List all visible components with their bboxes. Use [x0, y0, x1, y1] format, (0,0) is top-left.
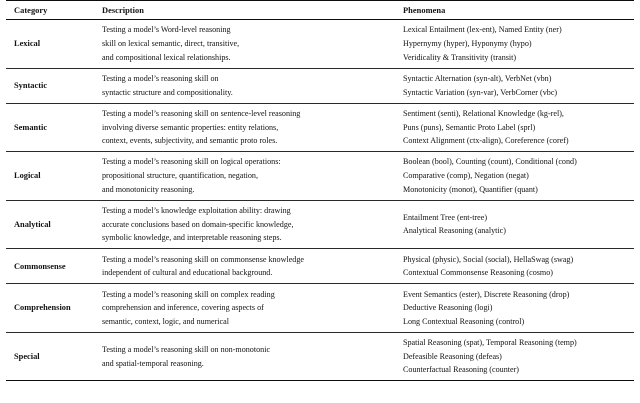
row-description	[98, 249, 398, 284]
row-phenomena-line: Defeasible Reasoning (defeas)	[403, 351, 502, 361]
row-description-line: propositional structure, quantification, negation,	[102, 171, 258, 181]
row-description-line: Testing a model’s reasoning skill on	[102, 73, 219, 83]
row-description-line: involving diverse semantic properties: entity relations,	[102, 122, 279, 132]
row-phenomena-line: Counterfactual Reasoning (counter)	[403, 365, 519, 375]
row-description-line: Testing a model’s Word-level reasoning	[102, 25, 231, 35]
table-row	[6, 152, 634, 201]
table-row	[6, 332, 634, 381]
row-description-line: symbolic knowledge, and interpretable reasoning steps.	[102, 233, 282, 243]
row-phenomena-line: Entailment Tree (ent-tree)	[403, 212, 488, 222]
table-body	[6, 20, 634, 381]
row-phenomena-line: Deductive Reasoning (logi)	[403, 303, 493, 313]
row-description	[98, 68, 398, 103]
table-row	[6, 200, 634, 249]
row-description	[98, 332, 398, 381]
row-phenomena-line: Hypernymy (hyper), Hyponymy (hypo)	[403, 38, 532, 48]
row-description	[98, 103, 398, 152]
row-description-line: Testing a model’s reasoning skill on commonsense knowledge	[102, 254, 304, 264]
row-phenomena-line: Comparative (comp), Negation (negat)	[403, 171, 529, 181]
row-phenomena-line: Lexical Entailment (lex-ent), Named Entity (ner)	[403, 25, 562, 35]
row-description-line: and monotonicity reasoning.	[102, 184, 195, 194]
row-phenomena	[398, 249, 634, 284]
row-description-line: independent of cultural and educational background.	[102, 268, 273, 278]
row-phenomena-line: Analytical Reasoning (analytic)	[403, 226, 506, 236]
row-phenomena-line: Event Semantics (ester), Discrete Reasoning (drop)	[403, 289, 570, 299]
row-category-analytical: Analytical	[6, 200, 98, 249]
row-phenomena	[398, 68, 634, 103]
row-description-line: skill on lexical semantic, direct, transitive,	[102, 38, 240, 48]
reasoning-phenomena-table	[6, 0, 634, 381]
row-phenomena-line: Syntactic Alternation (syn-alt), VerbNet (vbn)	[403, 73, 552, 83]
row-description-line: context, events, subjectivity, and semantic proto roles.	[102, 136, 278, 146]
table-row	[6, 249, 634, 284]
row-category-logical: Logical	[6, 152, 98, 201]
row-phenomena-line: Context Alignment (ctx-align), Coreference (coref)	[403, 136, 569, 146]
row-category-special: Special	[6, 332, 98, 381]
row-phenomena-line: Veridicality & Transitivity (transit)	[403, 52, 517, 62]
row-description-line: Testing a model’s reasoning skill on logical operations:	[102, 157, 281, 167]
column-header-category: Category	[6, 1, 98, 20]
bottom-whitespace	[0, 381, 640, 399]
table-row	[6, 103, 634, 152]
column-header-description: Description	[98, 1, 398, 20]
row-description-line: Testing a model’s knowledge exploitation ability: drawing	[102, 206, 291, 216]
row-description-line: semantic, context, logic, and numerical	[102, 316, 229, 326]
row-phenomena-line: Sentiment (senti), Relational Knowledge (kg-rel),	[403, 108, 564, 118]
row-description-line: and compositional lexical relationships.	[102, 52, 231, 62]
table-row	[6, 20, 634, 69]
row-phenomena-line: Boolean (bool), Counting (count), Conditional (cond)	[403, 157, 577, 167]
table-header	[6, 1, 634, 20]
row-phenomena-line: Long Contextual Reasoning (control)	[403, 316, 525, 326]
row-category-semantic: Semantic	[6, 103, 98, 152]
row-phenomena	[398, 284, 634, 333]
row-phenomena-line: Monotonicity (monot), Quantifier (quant)	[403, 184, 538, 194]
row-description-line: accurate conclusions based on domain-specific knowledge,	[102, 219, 294, 229]
row-phenomena	[398, 200, 634, 249]
row-category-syntactic: Syntactic	[6, 68, 98, 103]
row-phenomena	[398, 332, 634, 381]
row-description	[98, 200, 398, 249]
row-phenomena-line: Syntactic Variation (syn-var), VerbCorner (vbc)	[403, 87, 558, 97]
row-category-lexical: Lexical	[6, 20, 98, 69]
row-category-comprehension: Comprehension	[6, 284, 98, 333]
row-description-line: Testing a model’s reasoning skill on sentence-level reasoning	[102, 108, 301, 118]
row-category-commonsense: Commonsense	[6, 249, 98, 284]
row-description	[98, 152, 398, 201]
row-phenomena	[398, 20, 634, 69]
row-description-line: comprehension and inference, covering aspects of	[102, 303, 264, 313]
table-row	[6, 284, 634, 333]
row-phenomena-line: Puns (puns), Semantic Proto Label (sprl)	[403, 122, 536, 132]
row-description-line: Testing a model’s reasoning skill on non-monotonic	[102, 344, 271, 354]
row-description-line: syntactic structure and compositionality.	[102, 87, 233, 97]
row-phenomena	[398, 103, 634, 152]
row-phenomena-line: Physical (physic), Social (social), HellaSwag (swag)	[403, 254, 574, 264]
row-description	[98, 284, 398, 333]
row-description-line: Testing a model’s reasoning skill on complex reading	[102, 289, 275, 299]
row-phenomena-line: Spatial Reasoning (spat), Temporal Reasoning (temp)	[403, 338, 577, 348]
row-description-line: and spatial-temporal reasoning.	[102, 358, 204, 368]
header-row	[6, 1, 634, 20]
table-row	[6, 68, 634, 103]
row-phenomena	[398, 152, 634, 201]
row-phenomena-line: Contextual Commonsense Reasoning (cosmo)	[403, 268, 553, 278]
column-header-phenomena: Phenomena	[398, 1, 634, 20]
row-description	[98, 20, 398, 69]
